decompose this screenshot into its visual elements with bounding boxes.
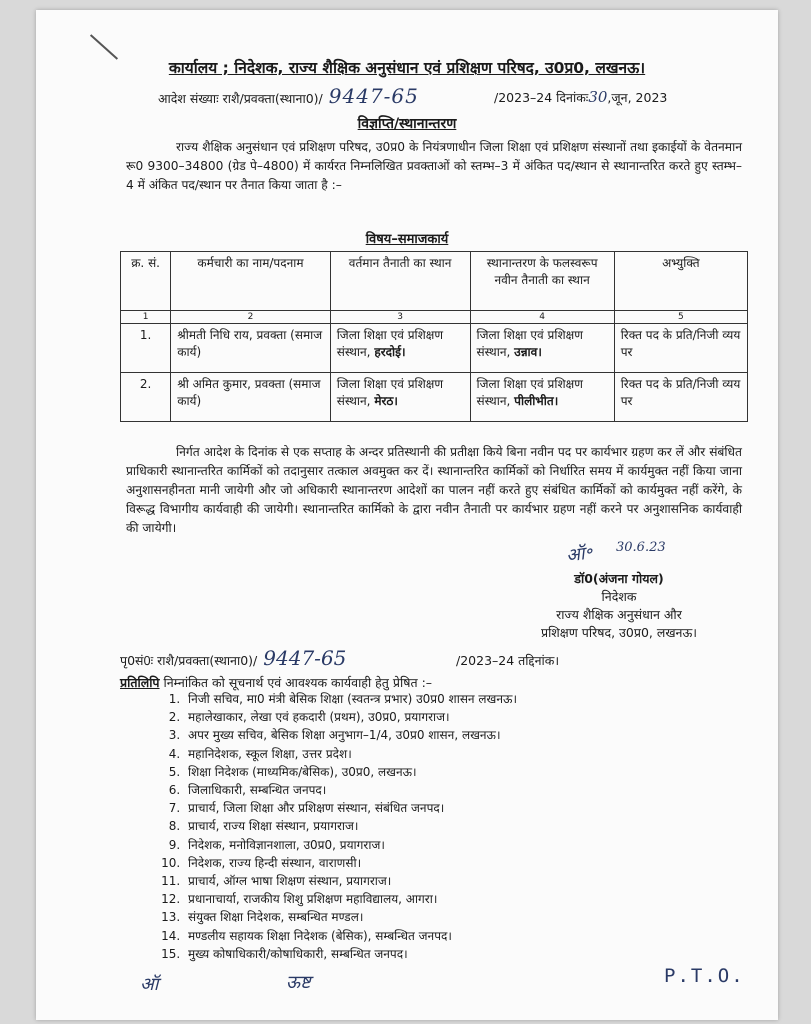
- col-header-new: स्थानान्तरण के फलस्वरूप नवीन तैनाती का स्थान: [470, 252, 614, 311]
- row-current-posting: जिला शिक्षा एवं प्रशिक्षण संस्थान, हरदोई।: [330, 324, 470, 373]
- row-sr: 2.: [121, 373, 171, 422]
- copy-ref-date: /2023–24 तद्दिनांक।: [456, 653, 560, 668]
- notice-title: विज्ञप्ति/स्थानान्तरण: [357, 116, 457, 132]
- col-number: 4: [470, 311, 614, 324]
- list-item: 3. अपर मुख्य सचिव, बेसिक शिक्षा अनुभाग–1/4, उ0प्र0 शासन, लखनऊ।: [184, 726, 517, 744]
- list-item: 8. प्राचार्य, राज्य शिक्षा संस्थान, प्रयागराज।: [184, 817, 517, 835]
- row-sr: 1.: [121, 324, 171, 373]
- document-page: [36, 10, 778, 1020]
- list-item: 6. जिलाधिकारी, सम्बन्धित जनपद।: [184, 781, 517, 799]
- copy-to-heading: प्रतिलिपि निम्नांकित को सूचनार्थ एवं आवश्यक कार्यवाही हेतु प्रेषित :–: [120, 675, 433, 690]
- list-item: 15. मुख्य कोषाधिकारी/कोषाधिकारी, सम्बन्धित जनपद।: [184, 945, 517, 963]
- list-item: 13. संयुक्त शिक्षा निदेशक, सम्बन्धित मण्डल।: [184, 908, 517, 926]
- list-item: 7. प्राचार्य, जिला शिक्षा और प्रशिक्षण संस्थान, संबंधित जनपद।: [184, 799, 517, 817]
- list-item: 5. शिक्षा निदेशक (माध्यमिक/बेसिक), उ0प्र0, लखनऊ।: [184, 763, 517, 781]
- copy-to-list: [120, 690, 517, 963]
- signature-date: 30.6.23: [616, 540, 666, 555]
- row-new-posting: जिला शिक्षा एवं प्रशिक्षण संस्थान, पीलीभीत।: [470, 373, 614, 422]
- intro-paragraph: राज्य शैक्षिक अनुसंधान एवं प्रशिक्षण परिषद, उ0प्र0 के नियंत्रणाधीन जिला शिक्षा एवं प्रशिक्षण संस्थानों तथा इकाईयों के वेतनमान रू0 9300–34800 (ग्रेड पे–4800) में कार्यरत निम्नलिखित प्रवक्ताओं को स्तम्भ–3 में अंकित पद/स्थान से स्थानान्तरित करते हुए स्तम्भ–4 में अंकित पद/स्थान पर तैनात किया जाता है :–: [126, 140, 742, 192]
- order-day-handwritten: 30: [588, 88, 608, 106]
- subject-heading: विषय–समाजकार्य: [365, 232, 449, 247]
- row-remark: रिक्त पद के प्रति/निजी व्यय पर: [614, 373, 747, 422]
- list-item: 14. मण्डलीय सहायक शिक्षा निदेशक (बेसिक), सम्बन्धित जनपद।: [184, 927, 517, 945]
- copy-reference-line: [120, 646, 560, 670]
- order-date: /2023–24 दिनांकः30,जून, 2023: [494, 88, 668, 106]
- row-new-posting: जिला शिक्षा एवं प्रशिक्षण संस्थान, उन्नाव।: [470, 324, 614, 373]
- copy-ref-number-handwritten: 9447-65: [263, 646, 347, 670]
- col-number: 1: [121, 311, 171, 324]
- list-item: 11. प्राचार्य, ऑग्ल भाषा शिक्षण संस्थान, प्रयागराज।: [184, 872, 517, 890]
- copy-to-label: प्रतिलिपि: [120, 675, 160, 690]
- col-header-sr: क्र. सं.: [121, 252, 171, 311]
- col-number: 2: [171, 311, 330, 324]
- col-number: 3: [330, 311, 470, 324]
- table-row: [121, 324, 748, 373]
- instructions-paragraph: निर्गत आदेश के दिनांक से एक सप्ताह के अन्दर प्रतिस्थानी की प्रतीक्षा किये बिना नवीन पद पर कार्यभार ग्रहण कर लें और संबंधित प्राधिकारी स्थानान्तरित कार्मिकों को तदानुसार तत्काल अवमुक्त कर दें। स्थानान्तरित कार्मिकों को निर्धारित समय में कार्यमुक्त नहीं किया जाना अनुशासनहीनता मानी जायेगी और जो अधिकारी स्थानान्तरण आदेशों का पालन नहीं करते हुए संबंधित कार्मिकों को कार्यमुक्त नहीं करेंगे, के विरूद्ध विभागीय कार्यवाही की जायेगी। स्थानान्तरित कार्मिको के द्वारा नवीन तैनाती पर कार्यभार ग्रहण नहीं करने पर अनुशासनिक कार्यवाही की जायेगी।: [126, 445, 742, 535]
- signatory-designation: निदेशक: [601, 589, 637, 604]
- order-number-line: [158, 84, 668, 108]
- list-item: 12. प्रधानाचार्या, राजकीय शिशु प्रशिक्षण महाविद्यालय, आगरा।: [184, 890, 517, 908]
- office-title: कार्यालय ; निदेशक, राज्य शैक्षिक अनुसंधान एवं प्रशिक्षण परिषद, उ0प्र0, लखनऊ।: [168, 59, 646, 77]
- column-number-row: [121, 311, 748, 324]
- signatory-org-line1: राज्य शैक्षिक अनुसंधान और: [556, 607, 682, 622]
- row-name: श्री अमित कुमार, प्रवक्ता (समाज कार्य): [171, 373, 330, 422]
- list-item: 1. निजी सचिव, मा0 मंत्री बेसिक शिक्षा (स्वतन्त्र प्रभार) उ0प्र0 शासन लखनऊ।: [184, 690, 517, 708]
- list-item: 10. निदेशक, राज्य हिन्दी संस्थान, वाराणसी।: [184, 854, 517, 872]
- row-current-posting: जिला शिक्षा एवं प्रशिक्षण संस्थान, मेरठ।: [330, 373, 470, 422]
- signatory-name: डॉ0(अंजना गोयल): [574, 571, 664, 586]
- transfer-table: [120, 251, 748, 422]
- order-prefix: आदेश संख्याः राशै/प्रवक्ता(स्थाना0)/: [158, 91, 323, 106]
- col-header-current: वर्तमान तैनाती का स्थान: [330, 252, 470, 311]
- row-name: श्रीमती निधि राय, प्रवक्ता (समाज कार्य): [171, 324, 330, 373]
- handwritten-signature: ऑ॰: [564, 542, 594, 567]
- handwritten-initial: ऊष्ट: [286, 972, 311, 993]
- col-header-remark: अभ्युक्ति: [614, 252, 747, 311]
- pto-note: P.T.O.: [664, 965, 745, 987]
- row-remark: रिक्त पद के प्रति/निजी व्यय पर: [614, 324, 747, 373]
- signatory-org-line2: प्रशिक्षण परिषद, उ0प्र0, लखनऊ।: [540, 625, 698, 640]
- signatory-block: [494, 570, 744, 642]
- handwritten-initial: ऑ: [140, 974, 159, 995]
- col-number: 5: [614, 311, 747, 324]
- order-number-handwritten: 9447-65: [328, 84, 419, 108]
- table-header-row: [121, 252, 748, 311]
- list-item: 4. महानिदेशक, स्कूल शिक्षा, उत्तर प्रदेश।: [184, 745, 517, 763]
- col-header-name: कर्मचारी का नाम/पदनाम: [171, 252, 330, 311]
- copy-ref-prefix: पृ0सं0ः राशै/प्रवक्ता(स्थाना0)/: [120, 653, 258, 668]
- table-row: [121, 373, 748, 422]
- list-item: 2. महालेखाकार, लेखा एवं हकदारी (प्रथम), उ0प्र0, प्रयागराज।: [184, 708, 517, 726]
- list-item: 9. निदेशक, मनोविज्ञानशाला, उ0प्र0, प्रयागराज।: [184, 836, 517, 854]
